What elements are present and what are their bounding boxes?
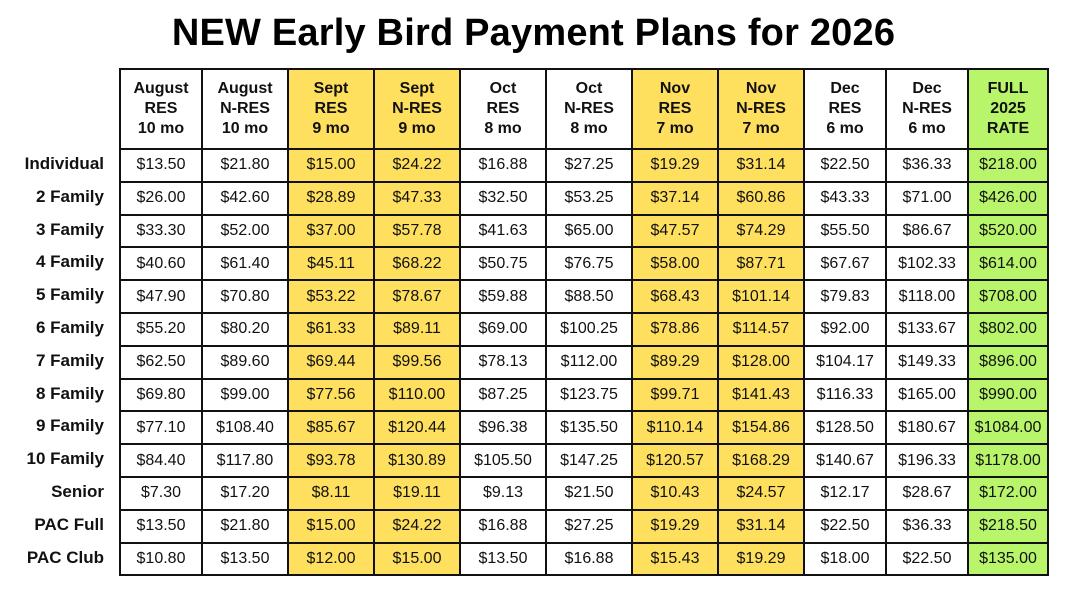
column-header-line: 6 mo (908, 120, 946, 137)
table-cell: $9.13 (460, 477, 546, 510)
table-cell: $61.40 (202, 247, 288, 280)
table-cell: $55.20 (120, 313, 202, 346)
table-cell: $60.86 (718, 182, 804, 215)
table-cell: $19.29 (718, 543, 804, 576)
table-cell: $12.17 (804, 477, 886, 510)
table-cell: $118.00 (886, 280, 968, 313)
row-label: 6 Family (35, 317, 104, 337)
table-cell: $93.78 (288, 444, 374, 477)
table-cell: $196.33 (886, 444, 968, 477)
column-header-line: 6 mo (826, 120, 864, 137)
table-cell: $128.50 (804, 411, 886, 444)
table-cell: $15.00 (288, 149, 374, 182)
table-row (120, 543, 1048, 576)
table-cell: $10.43 (632, 477, 718, 510)
column-header-line: Dec (830, 80, 860, 97)
table-cell: $8.11 (288, 477, 374, 510)
column-header (886, 69, 968, 149)
row-label: PAC Full (34, 514, 104, 534)
table-cell: $112.00 (546, 346, 632, 379)
table-cell: $79.83 (804, 280, 886, 313)
table-cell: $990.00 (968, 379, 1048, 412)
table-cell: $7.30 (120, 477, 202, 510)
table-cell: $55.50 (804, 215, 886, 248)
table-cell: $88.50 (546, 280, 632, 313)
table-cell: $110.14 (632, 411, 718, 444)
column-header-line: August (133, 80, 189, 97)
table-cell: $100.25 (546, 313, 632, 346)
table-cell: $27.25 (546, 510, 632, 543)
table-cell: $17.20 (202, 477, 288, 510)
column-header (120, 69, 202, 149)
table-cell: $86.67 (886, 215, 968, 248)
table-cell: $65.00 (546, 215, 632, 248)
table-cell: $71.00 (886, 182, 968, 215)
table-row (120, 379, 1048, 412)
table-cell: $116.33 (804, 379, 886, 412)
table-cell: $12.00 (288, 543, 374, 576)
table-cell: $78.67 (374, 280, 460, 313)
table-cell: $26.00 (120, 182, 202, 215)
column-header-line: Sept (313, 80, 349, 97)
table-cell: $22.50 (804, 149, 886, 182)
table-cell: $18.00 (804, 543, 886, 576)
table-cell: $99.00 (202, 379, 288, 412)
table-cell: $43.33 (804, 182, 886, 215)
column-header-line: N-RES (736, 100, 786, 117)
table-cell: $520.00 (968, 215, 1048, 248)
table-cell: $69.80 (120, 379, 202, 412)
table-cell: $50.75 (460, 247, 546, 280)
table-cell: $22.50 (886, 543, 968, 576)
column-header-line: August (217, 80, 273, 97)
column-header (968, 69, 1048, 149)
table-cell: $13.50 (460, 543, 546, 576)
table-cell: $19.29 (632, 149, 718, 182)
table-cell: $896.00 (968, 346, 1048, 379)
payment-plans-table (119, 68, 1049, 576)
table-cell: $120.44 (374, 411, 460, 444)
table-cell: $40.60 (120, 247, 202, 280)
table-cell: $135.50 (546, 411, 632, 444)
column-header-line: 8 mo (484, 120, 522, 137)
table-cell: $99.56 (374, 346, 460, 379)
row-label: 2 Family (35, 186, 104, 206)
table-cell: $140.67 (804, 444, 886, 477)
column-header-line: Nov (745, 80, 777, 97)
column-header-line: Sept (399, 80, 435, 97)
column-header (288, 69, 374, 149)
table-cell: $22.50 (804, 510, 886, 543)
table-cell: $70.80 (202, 280, 288, 313)
row-label: Senior (51, 481, 104, 501)
column-header-line: Dec (912, 80, 942, 97)
table-row (120, 411, 1048, 444)
table-cell: $802.00 (968, 313, 1048, 346)
table-cell: $59.88 (460, 280, 546, 313)
table-cell: $84.40 (120, 444, 202, 477)
column-header (202, 69, 288, 149)
table-cell: $28.89 (288, 182, 374, 215)
column-header-line: 7 mo (742, 120, 780, 137)
table-cell: $218.00 (968, 149, 1048, 182)
table-cell: $108.40 (202, 411, 288, 444)
column-header (804, 69, 886, 149)
table-cell: $120.57 (632, 444, 718, 477)
column-header-line: RES (658, 100, 692, 117)
row-label: 9 Family (35, 416, 104, 436)
table-cell: $80.20 (202, 313, 288, 346)
table-cell: $31.14 (718, 510, 804, 543)
row-labels (0, 148, 112, 574)
table-cell: $89.11 (374, 313, 460, 346)
row-label: 7 Family (35, 350, 104, 370)
table-cell: $149.33 (886, 346, 968, 379)
table-cell: $426.00 (968, 182, 1048, 215)
table-cell: $154.86 (718, 411, 804, 444)
table-header-row (120, 69, 1048, 149)
table-cell: $78.13 (460, 346, 546, 379)
table-cell: $13.50 (202, 543, 288, 576)
column-header-line: N-RES (220, 100, 270, 117)
column-header-line: 7 mo (656, 120, 694, 137)
table-cell: $33.30 (120, 215, 202, 248)
table-cell: $31.14 (718, 149, 804, 182)
table-row (120, 215, 1048, 248)
table-row (120, 477, 1048, 510)
table-cell: $24.22 (374, 510, 460, 543)
table-cell: $128.00 (718, 346, 804, 379)
table-row (120, 182, 1048, 215)
table-cell: $37.00 (288, 215, 374, 248)
row-label: 10 Family (26, 449, 104, 469)
table-cell: $92.00 (804, 313, 886, 346)
table-cell: $114.57 (718, 313, 804, 346)
table-cell: $24.57 (718, 477, 804, 510)
column-header-line: 9 mo (312, 120, 350, 137)
table-cell: $78.86 (632, 313, 718, 346)
table-row (120, 313, 1048, 346)
table-cell: $47.90 (120, 280, 202, 313)
table-cell: $87.71 (718, 247, 804, 280)
table-cell: $614.00 (968, 247, 1048, 280)
table-row (120, 346, 1048, 379)
table-cell: $47.57 (632, 215, 718, 248)
column-header-line: FULL (987, 80, 1029, 97)
table-row (120, 149, 1048, 182)
table-cell: $87.25 (460, 379, 546, 412)
table-cell: $1084.00 (968, 411, 1048, 444)
row-label: 8 Family (35, 383, 104, 403)
table-cell: $21.50 (546, 477, 632, 510)
table-cell: $123.75 (546, 379, 632, 412)
table-cell: $68.22 (374, 247, 460, 280)
table-cell: $104.17 (804, 346, 886, 379)
table-cell: $61.33 (288, 313, 374, 346)
table-cell: $45.11 (288, 247, 374, 280)
table-cell: $130.89 (374, 444, 460, 477)
page-title: NEW Early Bird Payment Plans for 2026 (171, 12, 896, 54)
column-header-line: 8 mo (570, 120, 608, 137)
table-cell: $21.80 (202, 149, 288, 182)
table-cell: $47.33 (374, 182, 460, 215)
table-cell: $53.22 (288, 280, 374, 313)
table-cell: $15.00 (374, 543, 460, 576)
table-cell: $24.22 (374, 149, 460, 182)
row-label: 3 Family (35, 219, 104, 239)
table-cell: $135.00 (968, 543, 1048, 576)
column-header-line: N-RES (902, 100, 952, 117)
column-header-line: N-RES (392, 100, 442, 117)
table-cell: $99.71 (632, 379, 718, 412)
table-cell: $67.67 (804, 247, 886, 280)
column-header (546, 69, 632, 149)
table-cell: $141.43 (718, 379, 804, 412)
column-header-line: RES (314, 100, 348, 117)
table-cell: $708.00 (968, 280, 1048, 313)
table-cell: $76.75 (546, 247, 632, 280)
table-cell: $42.60 (202, 182, 288, 215)
table-cell: $37.14 (632, 182, 718, 215)
column-header-line: Oct (489, 80, 517, 97)
table-cell: $10.80 (120, 543, 202, 576)
table-cell: $218.50 (968, 510, 1048, 543)
table-cell: $13.50 (120, 510, 202, 543)
row-label: 4 Family (35, 252, 104, 272)
table-cell: $41.63 (460, 215, 546, 248)
table-cell: $89.29 (632, 346, 718, 379)
table-cell: $77.56 (288, 379, 374, 412)
table-row (120, 444, 1048, 477)
row-label: PAC Club (26, 547, 104, 567)
column-header-line: Oct (575, 80, 603, 97)
table-cell: $96.38 (460, 411, 546, 444)
table-cell: $16.88 (460, 149, 546, 182)
table-cell: $105.50 (460, 444, 546, 477)
row-label: 5 Family (35, 285, 104, 305)
table-cell: $52.00 (202, 215, 288, 248)
table-cell: $36.33 (886, 510, 968, 543)
column-header-line: RES (486, 100, 520, 117)
table-cell: $1178.00 (968, 444, 1048, 477)
column-header-line: 10 mo (137, 120, 185, 137)
table-cell: $19.11 (374, 477, 460, 510)
table-cell: $16.88 (546, 543, 632, 576)
table-cell: $74.29 (718, 215, 804, 248)
table-row (120, 510, 1048, 543)
table-cell: $36.33 (886, 149, 968, 182)
table-cell: $19.29 (632, 510, 718, 543)
row-label: Individual (24, 154, 104, 173)
table-row (120, 280, 1048, 313)
table-cell: $69.00 (460, 313, 546, 346)
table-cell: $101.14 (718, 280, 804, 313)
table-cell: $16.88 (460, 510, 546, 543)
table-cell: $89.60 (202, 346, 288, 379)
column-header-line: RATE (986, 120, 1030, 137)
table-cell: $32.50 (460, 182, 546, 215)
table-cell: $77.10 (120, 411, 202, 444)
column-header-line: Nov (659, 80, 691, 97)
column-header-line: 10 mo (221, 120, 269, 137)
table-cell: $69.44 (288, 346, 374, 379)
table-cell: $27.25 (546, 149, 632, 182)
table-cell: $57.78 (374, 215, 460, 248)
table-cell: $102.33 (886, 247, 968, 280)
table-cell: $53.25 (546, 182, 632, 215)
column-header (632, 69, 718, 149)
table-cell: $28.67 (886, 477, 968, 510)
table-cell: $58.00 (632, 247, 718, 280)
table-cell: $110.00 (374, 379, 460, 412)
table-cell: $172.00 (968, 477, 1048, 510)
table-cell: $168.29 (718, 444, 804, 477)
table-cell: $133.67 (886, 313, 968, 346)
table-cell: $68.43 (632, 280, 718, 313)
column-header-line: 9 mo (398, 120, 436, 137)
table-cell: $13.50 (120, 149, 202, 182)
table-cell: $147.25 (546, 444, 632, 477)
table-cell: $15.00 (288, 510, 374, 543)
column-header-line: RES (828, 100, 862, 117)
column-header (460, 69, 546, 149)
table-cell: $180.67 (886, 411, 968, 444)
table-cell: $117.80 (202, 444, 288, 477)
column-header-line: 2025 (990, 100, 1026, 117)
table-cell: $62.50 (120, 346, 202, 379)
column-header (374, 69, 460, 149)
table-row (120, 247, 1048, 280)
table-cell: $85.67 (288, 411, 374, 444)
table-cell: $165.00 (886, 379, 968, 412)
table-cell: $21.80 (202, 510, 288, 543)
column-header-line: N-RES (564, 100, 614, 117)
table-cell: $15.43 (632, 543, 718, 576)
column-header-line: RES (144, 100, 178, 117)
column-header (718, 69, 804, 149)
